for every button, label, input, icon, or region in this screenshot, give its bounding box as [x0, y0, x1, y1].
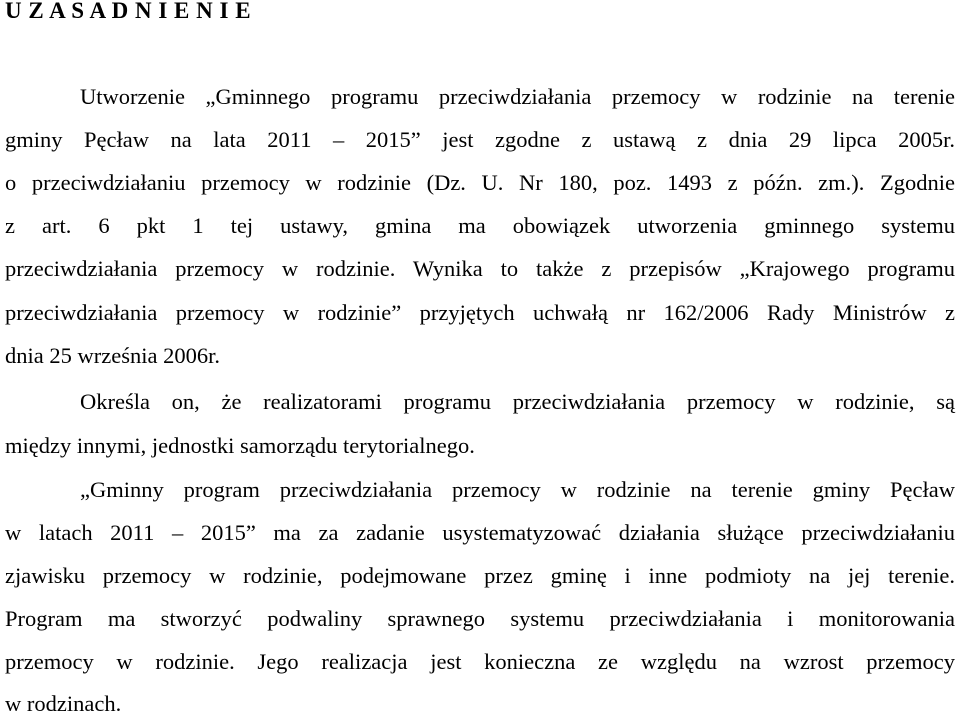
- paragraph-line: Określa on, że realizatorami programu przeciwdziałania przemocy w rodzinie, są: [80, 389, 955, 414]
- paragraph-line: Program ma stworzyć podwaliny sprawnego systemu przeciwdziałania i monitorowania: [5, 606, 955, 631]
- paragraph-line: gminy Pęcław na lata 2011 – 2015” jest zgodne z ustawą z dnia 29 lipca 2005r.: [5, 127, 955, 152]
- paragraph-line: przeciwdziałania przemocy w rodzinie” przyjętych uchwałą nr 162/2006 Rady Ministrów z: [5, 300, 955, 325]
- paragraph-line: w latach 2011 – 2015” ma za zadanie usystematyzować działania służące przeciwdziałaniu: [5, 520, 955, 545]
- paragraph-line: dnia 25 września 2006r.: [5, 343, 220, 368]
- document-heading: U Z A S A D N I E N I E: [5, 0, 252, 23]
- paragraph-line: „Gminny program przeciwdziałania przemocy w rodzinie na terenie gminy Pęcław: [80, 477, 955, 502]
- paragraph-line: przeciwdziałania przemocy w rodzinie. Wynika to także z przepisów „Krajowego programu: [5, 256, 955, 281]
- paragraph-line: zjawisku przemocy w rodzinie, podejmowane przez gminę i inne podmioty na jej terenie.: [5, 563, 955, 588]
- paragraph-line: z art. 6 pkt 1 tej ustawy, gmina ma obowiązek utworzenia gminnego systemu: [5, 213, 955, 238]
- paragraph-line: Utworzenie „Gminnego programu przeciwdziałania przemocy w rodzinie na terenie: [80, 84, 955, 109]
- paragraph-line: o przeciwdziałaniu przemocy w rodzinie (Dz. U. Nr 180, poz. 1493 z późn. zm.). Zgodnie: [5, 170, 955, 195]
- paragraph-line: w rodzinach.: [5, 691, 122, 716]
- paragraph-line: między innymi, jednostki samorządu terytorialnego.: [5, 433, 475, 458]
- paragraph-line: przemocy w rodzinie. Jego realizacja jest konieczna ze względu na wzrost przemocy: [5, 649, 955, 674]
